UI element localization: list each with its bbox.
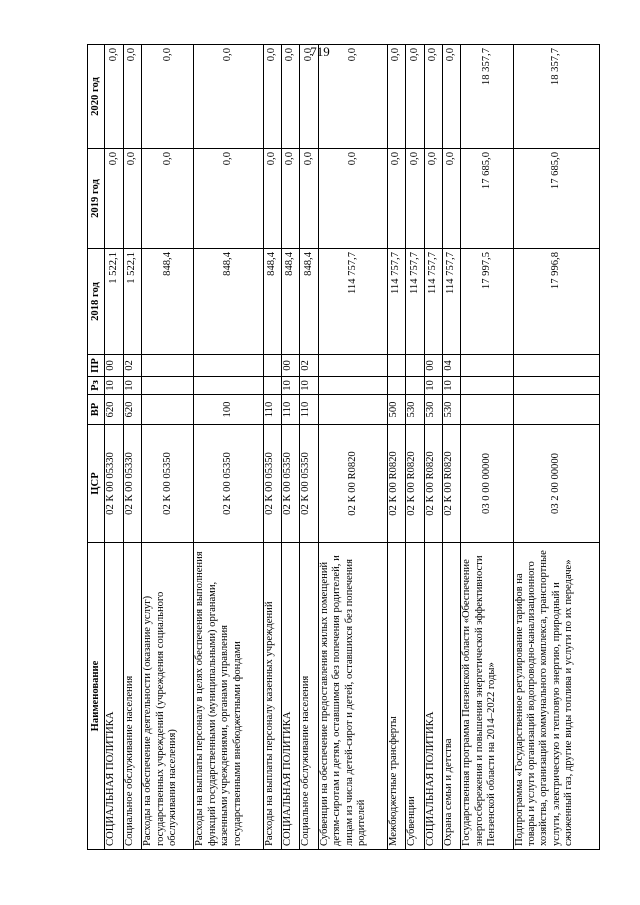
row-name-cell: Подпрограмма «Государственное регулирование тарифов на товары и услуги организаций водопроводно-канализационного хозяйства, организаций коммунального комплекса, транспортные услуги, электрическую и тепловую энергию, природный и сжиженный газ, другие виды топлива и услуги по их передаче» <box>513 543 599 850</box>
row-vr-cell: 500 <box>387 395 405 425</box>
row-2019-cell: 0,0 <box>443 149 461 249</box>
row-2018-cell: 114 757,7 <box>387 249 405 355</box>
row-vr-cell: 100 <box>194 395 263 425</box>
header-2019: 2019 год <box>88 149 105 249</box>
row-2019-cell: 0,0 <box>387 149 405 249</box>
table-row <box>105 45 123 850</box>
row-2019-cell: 0,0 <box>424 149 442 249</box>
row-name-cell: Субвенции на обеспечение предоставления жилых помещений детям-сиротам и детям, оставшимся без попечения родителей, и лицам из числа детей-сирот и детей, оставшихся без попечения родителей <box>318 543 387 850</box>
row-2018-cell: 848,4 <box>194 249 263 355</box>
table-row <box>123 45 141 850</box>
row-vr-cell: 530 <box>424 395 442 425</box>
header-2018: 2018 год <box>88 249 105 355</box>
row-pr-cell <box>194 355 263 377</box>
table-row <box>194 45 263 850</box>
row-pr-cell: 02 <box>123 355 141 377</box>
row-2020-cell: 0,0 <box>300 45 318 149</box>
row-csr-cell: 02 К 00 05350 <box>194 425 263 543</box>
row-rz-cell: 10 <box>424 377 442 395</box>
row-2018-cell: 848,4 <box>282 249 300 355</box>
row-pr-cell: 04 <box>443 355 461 377</box>
budget-table <box>87 44 600 850</box>
row-vr-cell: 620 <box>105 395 123 425</box>
row-name-cell: Государственная программа Пензенской области «Обеспечение энергосбережения и повышения энергетической эффективности Пензенской области на 2014–2022 годы» <box>461 543 513 850</box>
row-name-cell: Расходы на выплаты персоналу в целях обеспечения выполнения функций государственными (муниципальными) органами, казенными учреждениями, органами управления государственными внебюджетными фондами <box>194 543 263 850</box>
row-2019-cell: 0,0 <box>123 149 141 249</box>
row-2018-cell: 848,4 <box>300 249 318 355</box>
row-2020-cell: 18 357,7 <box>513 45 599 149</box>
table-row <box>424 45 442 850</box>
header-pr: ПР <box>88 355 105 377</box>
page-number: 719 <box>310 44 330 59</box>
table-row <box>387 45 405 850</box>
row-2019-cell: 0,0 <box>300 149 318 249</box>
row-vr-cell: 110 <box>282 395 300 425</box>
row-rz-cell <box>263 377 281 395</box>
header-name: Наименование <box>88 543 105 850</box>
row-pr-cell: 00 <box>282 355 300 377</box>
row-2020-cell: 0,0 <box>282 45 300 149</box>
table-row <box>300 45 318 850</box>
row-2020-cell: 0,0 <box>406 45 424 149</box>
row-name-cell: Субвенции <box>406 543 424 850</box>
row-2020-cell: 18 357,7 <box>461 45 513 149</box>
row-pr-cell: 00 <box>424 355 442 377</box>
row-pr-cell: 02 <box>300 355 318 377</box>
row-pr-cell <box>387 355 405 377</box>
row-2020-cell: 0,0 <box>123 45 141 149</box>
row-vr-cell: 620 <box>123 395 141 425</box>
row-2018-cell: 114 757,7 <box>424 249 442 355</box>
row-csr-cell: 02 К 00 05350 <box>282 425 300 543</box>
row-csr-cell: 02 К 00 R0820 <box>318 425 387 543</box>
row-rz-cell <box>513 377 599 395</box>
row-pr-cell <box>406 355 424 377</box>
row-csr-cell: 02 К 00 R0820 <box>387 425 405 543</box>
table-row <box>443 45 461 850</box>
row-2020-cell: 0,0 <box>387 45 405 149</box>
row-2020-cell: 0,0 <box>142 45 194 149</box>
row-2018-cell: 1 522,1 <box>123 249 141 355</box>
row-name-cell: Охрана семьи и детства <box>443 543 461 850</box>
row-csr-cell: 02 К 00 R0820 <box>424 425 442 543</box>
row-rz-cell <box>406 377 424 395</box>
row-2018-cell: 1 522,1 <box>105 249 123 355</box>
row-2019-cell: 17 685,0 <box>513 149 599 249</box>
row-2020-cell: 0,0 <box>318 45 387 149</box>
row-2018-cell: 17 996,8 <box>513 249 599 355</box>
row-2018-cell: 848,4 <box>142 249 194 355</box>
row-2019-cell: 0,0 <box>318 149 387 249</box>
row-csr-cell: 03 0 00 00000 <box>461 425 513 543</box>
row-2018-cell: 114 757,7 <box>443 249 461 355</box>
row-csr-cell: 02 К 00 05350 <box>263 425 281 543</box>
row-2020-cell: 0,0 <box>424 45 442 149</box>
row-2019-cell: 0,0 <box>142 149 194 249</box>
row-name-cell: Межбюджетные трансферты <box>387 543 405 850</box>
row-pr-cell: 00 <box>105 355 123 377</box>
row-2019-cell: 0,0 <box>282 149 300 249</box>
row-rz-cell: 10 <box>300 377 318 395</box>
row-2018-cell: 114 757,7 <box>318 249 387 355</box>
row-rz-cell <box>194 377 263 395</box>
row-rz-cell <box>318 377 387 395</box>
table-row <box>142 45 194 850</box>
row-2019-cell: 0,0 <box>406 149 424 249</box>
row-2018-cell: 114 757,7 <box>406 249 424 355</box>
row-vr-cell: 110 <box>300 395 318 425</box>
table-row <box>461 45 513 850</box>
row-csr-cell: 02 К 00 05350 <box>300 425 318 543</box>
header-row <box>88 45 105 850</box>
row-csr-cell: 02 К 00 05330 <box>105 425 123 543</box>
table-row <box>318 45 387 850</box>
row-vr-cell <box>513 395 599 425</box>
row-name-cell: Расходы на выплаты персоналу казенных учреждений <box>263 543 281 850</box>
row-vr-cell <box>142 395 194 425</box>
row-rz-cell <box>461 377 513 395</box>
row-2018-cell: 17 997,5 <box>461 249 513 355</box>
row-2020-cell: 0,0 <box>263 45 281 149</box>
row-vr-cell <box>461 395 513 425</box>
row-rz-cell: 10 <box>123 377 141 395</box>
row-name-cell: Расходы на обеспечение деятельности (оказание услуг) государственных учреждений (учреждения социального обслуживания населения) <box>142 543 194 850</box>
row-name-cell: СОЦИАЛЬНАЯ ПОЛИТИКА <box>282 543 300 850</box>
row-name-cell: Социальное обслуживание населения <box>123 543 141 850</box>
row-2020-cell: 0,0 <box>194 45 263 149</box>
row-csr-cell: 03 2 00 00000 <box>513 425 599 543</box>
row-pr-cell <box>142 355 194 377</box>
row-2020-cell: 0,0 <box>105 45 123 149</box>
row-name-cell: СОЦИАЛЬНАЯ ПОЛИТИКА <box>105 543 123 850</box>
row-vr-cell: 530 <box>406 395 424 425</box>
row-pr-cell <box>513 355 599 377</box>
row-2019-cell: 0,0 <box>194 149 263 249</box>
header-csr: ЦСР <box>88 425 105 543</box>
row-2019-cell: 0,0 <box>263 149 281 249</box>
header-vr: ВР <box>88 395 105 425</box>
row-pr-cell <box>263 355 281 377</box>
row-rz-cell: 10 <box>282 377 300 395</box>
table-row <box>406 45 424 850</box>
row-rz-cell: 10 <box>105 377 123 395</box>
row-rz-cell <box>142 377 194 395</box>
rotated-table-container <box>87 45 600 850</box>
row-2018-cell: 848,4 <box>263 249 281 355</box>
table-row <box>263 45 281 850</box>
header-rz: Рз <box>88 377 105 395</box>
row-vr-cell <box>318 395 387 425</box>
row-rz-cell <box>387 377 405 395</box>
row-rz-cell: 10 <box>443 377 461 395</box>
row-2019-cell: 17 685,0 <box>461 149 513 249</box>
row-vr-cell: 530 <box>443 395 461 425</box>
row-2020-cell: 0,0 <box>443 45 461 149</box>
row-csr-cell: 02 К 00 R0820 <box>443 425 461 543</box>
row-name-cell: СОЦИАЛЬНАЯ ПОЛИТИКА <box>424 543 442 850</box>
row-pr-cell <box>461 355 513 377</box>
header-2020: 2020 год <box>88 45 105 149</box>
row-pr-cell <box>318 355 387 377</box>
row-2019-cell: 0,0 <box>105 149 123 249</box>
table-row <box>513 45 599 850</box>
row-csr-cell: 02 К 00 05350 <box>142 425 194 543</box>
row-name-cell: Социальное обслуживание населения <box>300 543 318 850</box>
table-row <box>282 45 300 850</box>
row-csr-cell: 02 К 00 05330 <box>123 425 141 543</box>
row-vr-cell: 110 <box>263 395 281 425</box>
row-csr-cell: 02 К 00 R0820 <box>406 425 424 543</box>
